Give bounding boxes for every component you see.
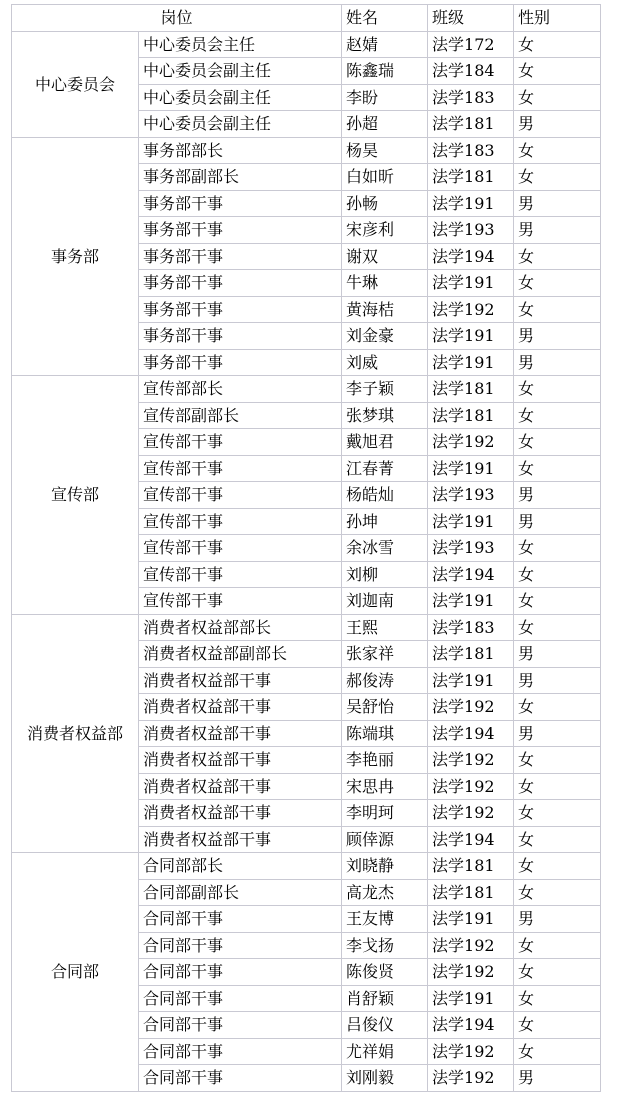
class-cell: 法学192 bbox=[428, 429, 514, 456]
name-cell: 谢双 bbox=[342, 243, 428, 270]
name-cell: 黄海桔 bbox=[342, 296, 428, 323]
position-cell: 事务部干事 bbox=[139, 296, 342, 323]
position-cell: 事务部干事 bbox=[139, 217, 342, 244]
class-cell: 法学192 bbox=[428, 1065, 514, 1092]
gender-cell: 女 bbox=[514, 270, 601, 297]
name-cell: 余冰雪 bbox=[342, 535, 428, 562]
position-cell: 宣传部部长 bbox=[139, 376, 342, 403]
class-cell: 法学192 bbox=[428, 959, 514, 986]
class-cell: 法学183 bbox=[428, 614, 514, 641]
gender-cell: 男 bbox=[514, 906, 601, 933]
class-cell: 法学191 bbox=[428, 323, 514, 350]
gender-cell: 女 bbox=[514, 376, 601, 403]
gender-cell: 女 bbox=[514, 1038, 601, 1065]
name-cell: 张家祥 bbox=[342, 641, 428, 668]
position-cell: 事务部部长 bbox=[139, 137, 342, 164]
gender-cell: 男 bbox=[514, 349, 601, 376]
gender-cell: 女 bbox=[514, 429, 601, 456]
class-cell: 法学192 bbox=[428, 773, 514, 800]
position-cell: 消费者权益部副部长 bbox=[139, 641, 342, 668]
position-cell: 事务部副部长 bbox=[139, 164, 342, 191]
header-position: 岗位 bbox=[12, 5, 342, 32]
position-cell: 合同部干事 bbox=[139, 985, 342, 1012]
roster-table bbox=[11, 4, 601, 1092]
name-cell: 吕俊仪 bbox=[342, 1012, 428, 1039]
header-row bbox=[12, 5, 601, 32]
header-name: 姓名 bbox=[342, 5, 428, 32]
header-gender: 性别 bbox=[514, 5, 601, 32]
name-cell: 刘刚毅 bbox=[342, 1065, 428, 1092]
gender-cell: 女 bbox=[514, 164, 601, 191]
class-cell: 法学194 bbox=[428, 1012, 514, 1039]
name-cell: 李子颖 bbox=[342, 376, 428, 403]
position-cell: 合同部部长 bbox=[139, 853, 342, 880]
gender-cell: 女 bbox=[514, 588, 601, 615]
department-cell: 中心委员会 bbox=[12, 31, 139, 137]
position-cell: 中心委员会主任 bbox=[139, 31, 342, 58]
gender-cell: 女 bbox=[514, 614, 601, 641]
name-cell: 顾倖源 bbox=[342, 826, 428, 853]
gender-cell: 男 bbox=[514, 1065, 601, 1092]
header-class: 班级 bbox=[428, 5, 514, 32]
name-cell: 王熙 bbox=[342, 614, 428, 641]
gender-cell: 女 bbox=[514, 535, 601, 562]
class-cell: 法学192 bbox=[428, 694, 514, 721]
name-cell: 宋思冉 bbox=[342, 773, 428, 800]
class-cell: 法学191 bbox=[428, 455, 514, 482]
class-cell: 法学181 bbox=[428, 402, 514, 429]
gender-cell: 女 bbox=[514, 137, 601, 164]
gender-cell: 男 bbox=[514, 508, 601, 535]
gender-cell: 女 bbox=[514, 853, 601, 880]
name-cell: 戴旭君 bbox=[342, 429, 428, 456]
class-cell: 法学181 bbox=[428, 879, 514, 906]
class-cell: 法学191 bbox=[428, 270, 514, 297]
table-row bbox=[12, 614, 601, 641]
gender-cell: 女 bbox=[514, 747, 601, 774]
position-cell: 事务部干事 bbox=[139, 323, 342, 350]
position-cell: 消费者权益部部长 bbox=[139, 614, 342, 641]
position-cell: 中心委员会副主任 bbox=[139, 84, 342, 111]
position-cell: 合同部干事 bbox=[139, 1012, 342, 1039]
gender-cell: 男 bbox=[514, 482, 601, 509]
gender-cell: 男 bbox=[514, 667, 601, 694]
name-cell: 刘威 bbox=[342, 349, 428, 376]
position-cell: 消费者权益部干事 bbox=[139, 694, 342, 721]
gender-cell: 女 bbox=[514, 800, 601, 827]
name-cell: 孙畅 bbox=[342, 190, 428, 217]
class-cell: 法学191 bbox=[428, 508, 514, 535]
class-cell: 法学194 bbox=[428, 720, 514, 747]
name-cell: 孙超 bbox=[342, 111, 428, 138]
name-cell: 白如昕 bbox=[342, 164, 428, 191]
name-cell: 吴舒怡 bbox=[342, 694, 428, 721]
name-cell: 宋彦利 bbox=[342, 217, 428, 244]
gender-cell: 女 bbox=[514, 243, 601, 270]
gender-cell: 女 bbox=[514, 561, 601, 588]
table-row bbox=[12, 853, 601, 880]
position-cell: 宣传部干事 bbox=[139, 508, 342, 535]
position-cell: 合同部干事 bbox=[139, 906, 342, 933]
department-cell: 事务部 bbox=[12, 137, 139, 376]
position-cell: 合同部副部长 bbox=[139, 879, 342, 906]
name-cell: 李明珂 bbox=[342, 800, 428, 827]
table-row bbox=[12, 31, 601, 58]
class-cell: 法学194 bbox=[428, 826, 514, 853]
name-cell: 刘金豪 bbox=[342, 323, 428, 350]
position-cell: 消费者权益部干事 bbox=[139, 667, 342, 694]
position-cell: 宣传部干事 bbox=[139, 535, 342, 562]
department-cell: 消费者权益部 bbox=[12, 614, 139, 853]
class-cell: 法学181 bbox=[428, 641, 514, 668]
position-cell: 消费者权益部干事 bbox=[139, 720, 342, 747]
gender-cell: 女 bbox=[514, 84, 601, 111]
class-cell: 法学184 bbox=[428, 58, 514, 85]
gender-cell: 男 bbox=[514, 190, 601, 217]
class-cell: 法学183 bbox=[428, 84, 514, 111]
class-cell: 法学194 bbox=[428, 243, 514, 270]
gender-cell: 女 bbox=[514, 826, 601, 853]
class-cell: 法学192 bbox=[428, 296, 514, 323]
gender-cell: 女 bbox=[514, 1012, 601, 1039]
class-cell: 法学191 bbox=[428, 667, 514, 694]
department-cell: 宣传部 bbox=[12, 376, 139, 615]
position-cell: 合同部干事 bbox=[139, 1038, 342, 1065]
gender-cell: 女 bbox=[514, 31, 601, 58]
class-cell: 法学192 bbox=[428, 800, 514, 827]
class-cell: 法学193 bbox=[428, 535, 514, 562]
position-cell: 宣传部干事 bbox=[139, 561, 342, 588]
position-cell: 消费者权益部干事 bbox=[139, 747, 342, 774]
gender-cell: 女 bbox=[514, 296, 601, 323]
class-cell: 法学192 bbox=[428, 747, 514, 774]
class-cell: 法学181 bbox=[428, 853, 514, 880]
class-cell: 法学193 bbox=[428, 217, 514, 244]
position-cell: 消费者权益部干事 bbox=[139, 826, 342, 853]
class-cell: 法学191 bbox=[428, 190, 514, 217]
gender-cell: 女 bbox=[514, 959, 601, 986]
position-cell: 合同部干事 bbox=[139, 932, 342, 959]
position-cell: 合同部干事 bbox=[139, 1065, 342, 1092]
name-cell: 牛琳 bbox=[342, 270, 428, 297]
name-cell: 尤祥娟 bbox=[342, 1038, 428, 1065]
name-cell: 陈俊贤 bbox=[342, 959, 428, 986]
name-cell: 王友博 bbox=[342, 906, 428, 933]
name-cell: 李艳丽 bbox=[342, 747, 428, 774]
name-cell: 杨昊 bbox=[342, 137, 428, 164]
table-row bbox=[12, 376, 601, 403]
class-cell: 法学191 bbox=[428, 906, 514, 933]
table-row bbox=[12, 137, 601, 164]
name-cell: 郝俊涛 bbox=[342, 667, 428, 694]
name-cell: 孙坤 bbox=[342, 508, 428, 535]
gender-cell: 女 bbox=[514, 985, 601, 1012]
class-cell: 法学181 bbox=[428, 111, 514, 138]
position-cell: 中心委员会副主任 bbox=[139, 111, 342, 138]
gender-cell: 男 bbox=[514, 323, 601, 350]
class-cell: 法学194 bbox=[428, 561, 514, 588]
class-cell: 法学192 bbox=[428, 932, 514, 959]
class-cell: 法学181 bbox=[428, 164, 514, 191]
name-cell: 张梦琪 bbox=[342, 402, 428, 429]
class-cell: 法学183 bbox=[428, 137, 514, 164]
position-cell: 宣传部干事 bbox=[139, 588, 342, 615]
class-cell: 法学192 bbox=[428, 1038, 514, 1065]
name-cell: 高龙杰 bbox=[342, 879, 428, 906]
name-cell: 赵婧 bbox=[342, 31, 428, 58]
position-cell: 事务部干事 bbox=[139, 243, 342, 270]
position-cell: 中心委员会副主任 bbox=[139, 58, 342, 85]
position-cell: 宣传部副部长 bbox=[139, 402, 342, 429]
position-cell: 宣传部干事 bbox=[139, 429, 342, 456]
gender-cell: 女 bbox=[514, 694, 601, 721]
department-cell: 合同部 bbox=[12, 853, 139, 1092]
name-cell: 刘迦南 bbox=[342, 588, 428, 615]
name-cell: 杨皓灿 bbox=[342, 482, 428, 509]
gender-cell: 女 bbox=[514, 773, 601, 800]
class-cell: 法学181 bbox=[428, 376, 514, 403]
position-cell: 合同部干事 bbox=[139, 959, 342, 986]
gender-cell: 男 bbox=[514, 217, 601, 244]
position-cell: 宣传部干事 bbox=[139, 455, 342, 482]
name-cell: 李戈扬 bbox=[342, 932, 428, 959]
position-cell: 宣传部干事 bbox=[139, 482, 342, 509]
position-cell: 事务部干事 bbox=[139, 270, 342, 297]
gender-cell: 女 bbox=[514, 58, 601, 85]
gender-cell: 女 bbox=[514, 879, 601, 906]
roster-body bbox=[12, 31, 601, 1091]
position-cell: 事务部干事 bbox=[139, 349, 342, 376]
name-cell: 李盼 bbox=[342, 84, 428, 111]
name-cell: 陈端琪 bbox=[342, 720, 428, 747]
position-cell: 事务部干事 bbox=[139, 190, 342, 217]
name-cell: 肖舒颖 bbox=[342, 985, 428, 1012]
gender-cell: 男 bbox=[514, 720, 601, 747]
name-cell: 陈鑫瑞 bbox=[342, 58, 428, 85]
position-cell: 消费者权益部干事 bbox=[139, 773, 342, 800]
class-cell: 法学191 bbox=[428, 985, 514, 1012]
class-cell: 法学193 bbox=[428, 482, 514, 509]
name-cell: 刘柳 bbox=[342, 561, 428, 588]
class-cell: 法学172 bbox=[428, 31, 514, 58]
gender-cell: 男 bbox=[514, 111, 601, 138]
gender-cell: 男 bbox=[514, 641, 601, 668]
class-cell: 法学191 bbox=[428, 349, 514, 376]
gender-cell: 女 bbox=[514, 402, 601, 429]
class-cell: 法学191 bbox=[428, 588, 514, 615]
gender-cell: 女 bbox=[514, 455, 601, 482]
position-cell: 消费者权益部干事 bbox=[139, 800, 342, 827]
name-cell: 江春菁 bbox=[342, 455, 428, 482]
gender-cell: 女 bbox=[514, 932, 601, 959]
name-cell: 刘晓静 bbox=[342, 853, 428, 880]
